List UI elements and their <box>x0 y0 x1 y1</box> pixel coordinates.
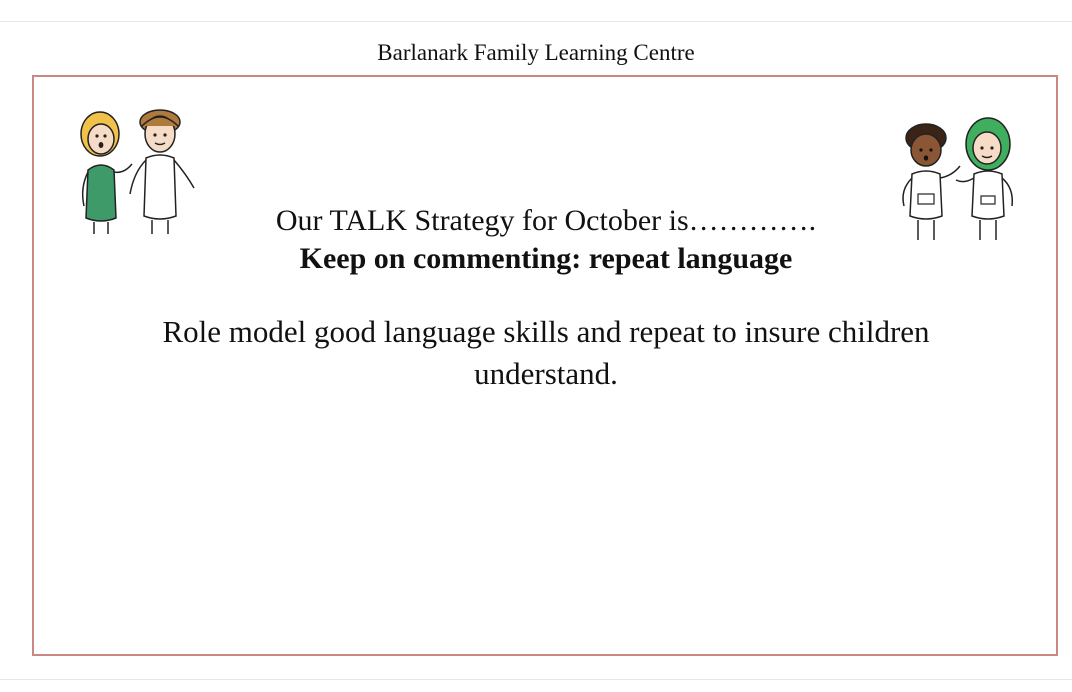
strategy-intro-text: Our TALK Strategy for October is…………. <box>275 204 817 237</box>
top-divider <box>0 21 1072 22</box>
bottom-divider <box>0 679 1072 680</box>
strategy-title: Keep on commenting: repeat language <box>299 242 793 275</box>
header-title: Barlanark Family Learning Centre <box>377 40 695 65</box>
strategy-description: Role model good language skills and repeat to insure children understand. <box>162 314 930 391</box>
